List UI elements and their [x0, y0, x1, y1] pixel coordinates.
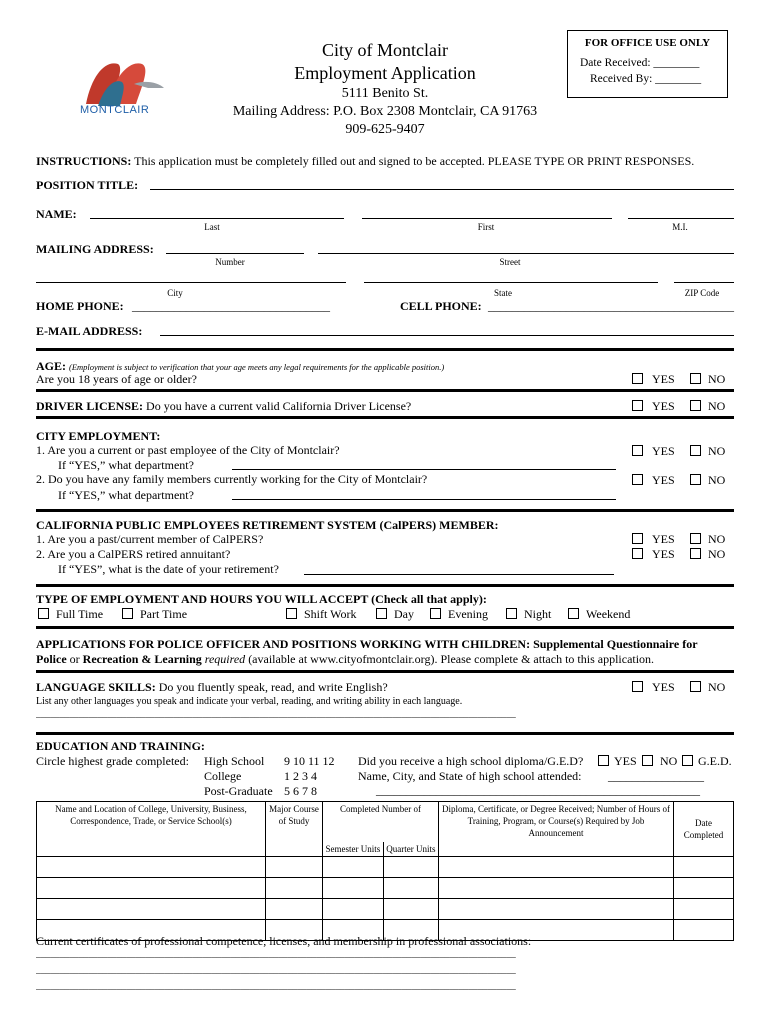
- driver-no-checkbox[interactable]: [690, 400, 701, 411]
- street-input[interactable]: [318, 253, 734, 254]
- driver-yes-checkbox[interactable]: [632, 400, 643, 411]
- col-date-header: Date Completed: [674, 802, 734, 857]
- street-number-input[interactable]: [166, 253, 304, 254]
- calpers-q2-followup: If “YES”, what is the date of your retirement?: [58, 562, 279, 576]
- street-caption: Street: [499, 257, 521, 267]
- major-cell[interactable]: [266, 898, 323, 919]
- home-phone-input[interactable]: _________________________________: [132, 299, 330, 313]
- ged-label: G.E.D.: [698, 754, 732, 768]
- zip-caption: ZIP Code: [684, 288, 720, 298]
- education-table: [36, 801, 734, 941]
- school-cell[interactable]: [37, 898, 266, 919]
- position-label: POSITION TITLE:: [36, 178, 139, 192]
- age-no-label: NO: [708, 372, 726, 386]
- city-input[interactable]: [36, 282, 346, 283]
- calpers-q2-no-label: NO: [708, 547, 726, 561]
- section-divider: [36, 732, 734, 735]
- email-input[interactable]: [160, 335, 734, 336]
- cell-phone-input[interactable]: _________________________________________: [488, 299, 734, 313]
- high-school-input-2[interactable]: ______________________________________________________: [376, 783, 700, 797]
- office-use-heading: FOR OFFICE USE ONLY: [584, 37, 711, 49]
- table-row: [37, 856, 734, 877]
- semester-cell[interactable]: [323, 856, 384, 877]
- zip-input[interactable]: [674, 282, 734, 283]
- english-no-label: NO: [708, 680, 726, 694]
- english-yes-checkbox[interactable]: [632, 681, 643, 692]
- email-label: E-MAIL ADDRESS:: [36, 324, 143, 338]
- age-note: (Employment is subject to verification that your age meets any legal requirements for the applicable position.): [69, 362, 445, 372]
- calpers-q2: 2. Are you a CalPERS retired annuitant?: [36, 547, 231, 561]
- city-emp-q1: 1. Are you a current or past employee of the City of Montclair?: [36, 443, 340, 457]
- certificates-input-3[interactable]: _____________________________________________________________________________________________________: [36, 982, 516, 992]
- shift-work-label: Shift Work: [304, 607, 357, 621]
- calpers-label: CALIFORNIA PUBLIC EMPLOYEES RETIREMENT SYSTEM (CalPERS) MEMBER:: [36, 518, 499, 532]
- city-emp-q2: 2. Do you have any family members currently working for the City of Montclair?: [36, 472, 428, 486]
- col-school-header: Name and Location of College, University, Business, Correspondence, Trade, or Service School(s): [37, 802, 266, 857]
- last-caption: Last: [204, 222, 220, 232]
- city-emp-q2-no[interactable]: [690, 474, 701, 485]
- language-row: [36, 680, 388, 695]
- certificates-label: Current certificates of professional competence, licenses, and membership in professional associations:: [36, 934, 532, 948]
- position-title-input[interactable]: [150, 189, 734, 190]
- night-checkbox[interactable]: [506, 608, 517, 619]
- quarter-cell[interactable]: [383, 856, 438, 877]
- city-emp-q1-yes-label: YES: [652, 444, 675, 458]
- school-cell[interactable]: [37, 877, 266, 898]
- date-cell[interactable]: [674, 898, 734, 919]
- city-emp-q2-yes[interactable]: [632, 474, 643, 485]
- name-label: NAME:: [36, 207, 77, 221]
- day-checkbox[interactable]: [376, 608, 387, 619]
- instructions-text: This application must be completely filled out and signed to be accepted. PLEASE TYPE OR PRINT RESPONSES.: [131, 154, 695, 168]
- page-subtitle: Employment Application: [294, 63, 476, 83]
- recreation-word: Recreation & Learning: [82, 652, 202, 666]
- date-cell[interactable]: [674, 856, 734, 877]
- education-label: EDUCATION AND TRAINING:: [36, 739, 205, 753]
- city-emp-q1-followup: If “YES,” what department?: [58, 458, 194, 472]
- police-notice-line1: APPLICATIONS FOR POLICE OFFICER AND POSITIONS WORKING WITH CHILDREN: Supplemental Questionnaire for: [36, 637, 698, 651]
- weekend-checkbox[interactable]: [568, 608, 579, 619]
- city-emp-q2-followup: If “YES,” what department?: [58, 488, 194, 502]
- certificates-input-1[interactable]: _____________________________________________________________________________________________________: [36, 950, 516, 960]
- high-school-label: High School: [204, 754, 265, 768]
- calpers-q1-no[interactable]: [690, 533, 701, 544]
- city-employment-label: CITY EMPLOYMENT:: [36, 429, 161, 443]
- certificates-input-2[interactable]: _____________________________________________________________________________________________________: [36, 966, 516, 976]
- part-time-checkbox[interactable]: [122, 608, 133, 619]
- instructions: [36, 154, 694, 169]
- section-divider: [36, 416, 734, 419]
- police-notice-line2: [36, 652, 654, 667]
- diploma-yes-label: YES: [614, 754, 637, 768]
- calpers-q1-no-label: NO: [708, 532, 726, 546]
- retirement-date-input[interactable]: [304, 574, 614, 575]
- table-row: [37, 877, 734, 898]
- other-languages-text: List any other languages you speak and indicate your verbal, reading, and writing ability in each language.: [36, 696, 463, 707]
- family-dept-input[interactable]: [232, 499, 616, 500]
- high-school-grades[interactable]: 9 10 11 12: [284, 754, 335, 768]
- mailing-label: MAILING ADDRESS:: [36, 242, 154, 256]
- city-phone: 909-625-9407: [345, 122, 425, 137]
- night-label: Night: [524, 607, 552, 621]
- emp-type-label: TYPE OF EMPLOYMENT AND HOURS YOU WILL ACCEPT (Check all that apply):: [36, 592, 487, 606]
- english-no-checkbox[interactable]: [690, 681, 701, 692]
- city-caption: City: [167, 288, 183, 298]
- age-yes-checkbox[interactable]: [632, 373, 643, 384]
- section-divider: [36, 626, 734, 629]
- calpers-q1-yes[interactable]: [632, 533, 643, 544]
- college-grades[interactable]: 1 2 3 4: [284, 769, 317, 783]
- driver-no-label: NO: [708, 399, 726, 413]
- cell-phone-label: CELL PHONE:: [400, 299, 482, 313]
- section-divider: [36, 670, 734, 673]
- city-emp-q1-no-label: NO: [708, 444, 726, 458]
- col-quarter-header: Quarter Units: [383, 842, 438, 857]
- date-received-field[interactable]: Date Received: ________: [580, 57, 700, 69]
- calpers-q2-yes[interactable]: [632, 548, 643, 559]
- police-notice-rest: (available at www.cityofmontclair.org). Please complete & attach to this application.: [245, 652, 655, 666]
- english-yes-label: YES: [652, 680, 675, 694]
- city-emp-q2-no-label: NO: [708, 473, 726, 487]
- college-label: College: [204, 769, 242, 783]
- quarter-cell[interactable]: [383, 877, 438, 898]
- other-languages-input[interactable]: _____________________________________________________________________________________________________: [36, 710, 516, 720]
- section-divider: [36, 348, 734, 351]
- full-time-checkbox[interactable]: [38, 608, 49, 619]
- calpers-q1-yes-label: YES: [652, 532, 675, 546]
- age-question: Are you 18 years of age or older?: [36, 372, 197, 386]
- evening-label: Evening: [448, 607, 488, 621]
- age-label: AGE:: [36, 359, 66, 373]
- school-cell[interactable]: [37, 856, 266, 877]
- driver-yes-label: YES: [652, 399, 675, 413]
- diploma-question: Did you receive a high school diploma/G.E.D?: [358, 754, 584, 768]
- diploma-cell[interactable]: [439, 877, 674, 898]
- col-completed-header: Completed Number of: [323, 802, 439, 842]
- major-cell[interactable]: [266, 877, 323, 898]
- logo-text: MONTCLAIR: [80, 104, 150, 116]
- ged-checkbox[interactable]: [682, 755, 693, 766]
- col-diploma-header: Diploma, Certificate, or Degree Received; Number of Hours of Training, Program, or Course(s) Required by Job Announcement: [439, 802, 674, 857]
- section-divider: [36, 389, 734, 392]
- table-row: [37, 898, 734, 919]
- page-title: City of Montclair: [322, 40, 448, 60]
- instructions-label: INSTRUCTIONS:: [36, 154, 132, 168]
- city-emp-q2-yes-label: YES: [652, 473, 675, 487]
- mailing-address: Mailing Address: P.O. Box 2308 Montclair, CA 91763: [232, 104, 538, 119]
- driver-question: Do you have a current valid California Driver License?: [143, 399, 412, 413]
- required-word: required: [201, 652, 246, 666]
- state-caption: State: [494, 288, 512, 298]
- state-input[interactable]: [364, 282, 658, 283]
- high-school-question: Name, City, and State of high school attended:: [358, 769, 582, 783]
- section-divider: [36, 509, 734, 512]
- last-name-input[interactable]: [90, 218, 344, 219]
- col-major-header: Major Course of Study: [266, 802, 323, 857]
- middle-initial-input[interactable]: [628, 218, 734, 219]
- mi-caption: M.I.: [672, 222, 688, 232]
- diploma-no-label: NO: [660, 754, 678, 768]
- circle-grade-text: Circle highest grade completed:: [36, 754, 189, 768]
- quarter-cell[interactable]: [383, 898, 438, 919]
- calpers-q1: 1. Are you a past/current member of CalPERS?: [36, 532, 264, 546]
- diploma-yes-checkbox[interactable]: [598, 755, 609, 766]
- date-cell[interactable]: [674, 877, 734, 898]
- section-divider: [36, 584, 734, 587]
- montclair-logo: [78, 54, 168, 124]
- language-question: Do you fluently speak, read, and write English?: [155, 680, 388, 694]
- semester-cell[interactable]: [323, 898, 384, 919]
- received-by-field[interactable]: Received By: ________: [590, 73, 702, 85]
- date-cell[interactable]: [674, 919, 734, 940]
- home-phone-label: HOME PHONE:: [36, 299, 124, 313]
- shift-work-checkbox[interactable]: [286, 608, 297, 619]
- part-time-label: Part Time: [140, 607, 188, 621]
- city-emp-dept-input[interactable]: [232, 469, 616, 470]
- first-name-input[interactable]: [362, 218, 612, 219]
- office-use-box: [567, 30, 728, 98]
- calpers-q2-no[interactable]: [690, 548, 701, 559]
- full-time-label: Full Time: [56, 607, 104, 621]
- weekend-label: Weekend: [586, 607, 631, 621]
- first-caption: First: [477, 222, 495, 232]
- street-address: 5111 Benito St.: [341, 86, 429, 101]
- day-label: Day: [394, 607, 414, 621]
- age-yes-label: YES: [652, 372, 675, 386]
- number-caption: Number: [215, 257, 245, 267]
- city-emp-q1-yes[interactable]: [632, 445, 643, 456]
- language-label: LANGUAGE SKILLS:: [36, 680, 156, 694]
- or-word: or: [66, 652, 83, 666]
- diploma-no-checkbox[interactable]: [642, 755, 653, 766]
- driver-license-row: [36, 399, 411, 414]
- post-graduate-grades[interactable]: 5 6 7 8: [284, 784, 317, 798]
- diploma-cell[interactable]: [439, 856, 674, 877]
- high-school-input[interactable]: ________________: [608, 769, 704, 783]
- semester-cell[interactable]: [323, 877, 384, 898]
- city-emp-q1-no[interactable]: [690, 445, 701, 456]
- age-no-checkbox[interactable]: [690, 373, 701, 384]
- calpers-q2-yes-label: YES: [652, 547, 675, 561]
- col-semester-header: Semester Units: [323, 842, 384, 857]
- evening-checkbox[interactable]: [430, 608, 441, 619]
- driver-label: DRIVER LICENSE:: [36, 399, 144, 413]
- post-graduate-label: Post-Graduate: [204, 784, 273, 798]
- major-cell[interactable]: [266, 856, 323, 877]
- diploma-cell[interactable]: [439, 898, 674, 919]
- police-word: Police: [36, 652, 67, 666]
